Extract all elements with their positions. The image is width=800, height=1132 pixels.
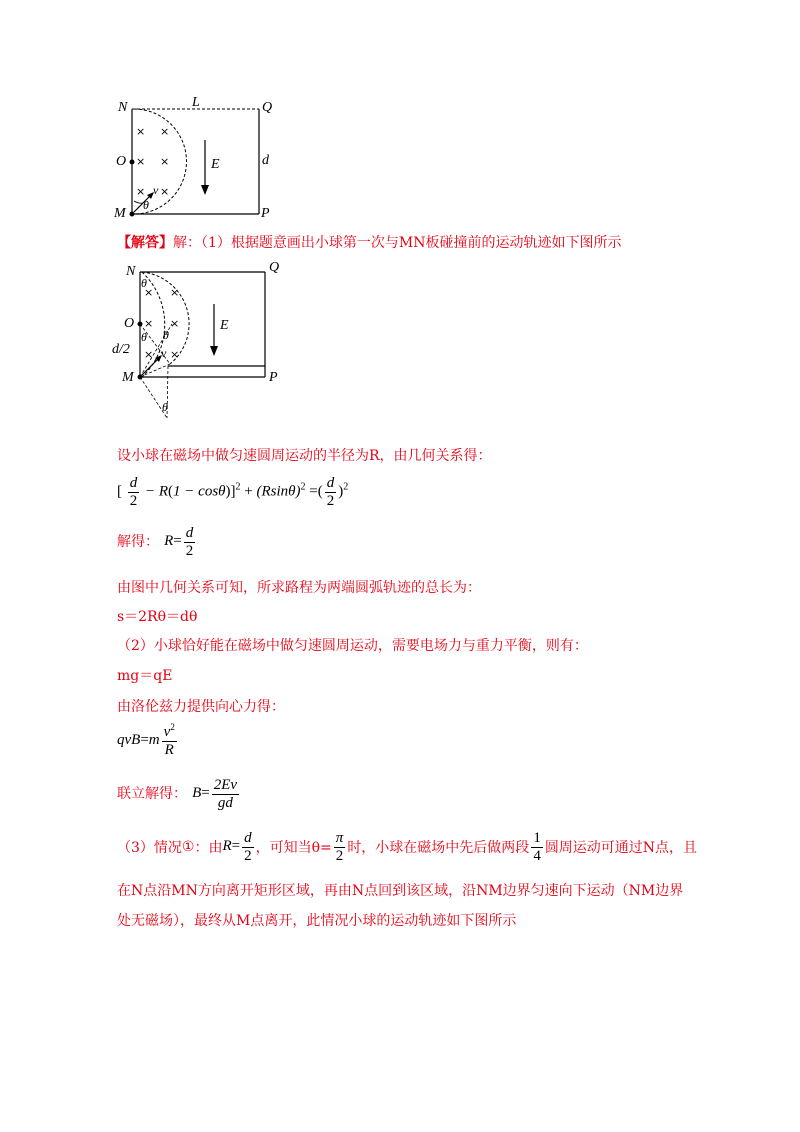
magnetic-field-cross: × xyxy=(160,155,170,168)
paragraph-path-length: 由图中几何关系可知，所求路程为两端圆弧轨迹的总长为： xyxy=(117,580,481,596)
fig1-label-d: d xyxy=(262,153,269,168)
eq1-one-minus-cos: 1 − cosθ xyxy=(173,483,226,500)
fig2-label-m: M xyxy=(122,370,134,385)
fig1-label-e: E xyxy=(211,157,220,172)
fig2-label-d-half: d/2 xyxy=(112,342,130,357)
magnetic-field-cross: × xyxy=(136,155,146,168)
eq1-frac-d2: $\frac{d}{2}$ xyxy=(129,475,138,509)
eq2-r: R xyxy=(164,533,174,550)
fig1-label-p: P xyxy=(261,206,270,221)
paragraph-lorentz: 由洛伦兹力提供向心力得： xyxy=(117,699,285,715)
magnetic-field-cross: × xyxy=(170,286,180,299)
p9-frac-d2: $\frac{d}{2}$ xyxy=(244,830,252,864)
magnetic-field-cross: × xyxy=(144,286,154,299)
fig1-label-theta: θ xyxy=(143,198,149,212)
p9-frac-pi2: $\frac{\pi}{2}$ xyxy=(335,830,344,864)
figure-2-svg xyxy=(110,260,290,420)
magnetic-field-cross: × xyxy=(144,348,154,361)
eq4-frac: $\frac{2Ev}{gd}$ xyxy=(213,777,238,811)
magnetic-field-cross: × xyxy=(170,317,180,330)
figure-1 xyxy=(110,95,290,225)
fig2-label-o: O xyxy=(124,316,135,331)
paragraph-part3-line3: 处无磁场），最终从M点离开，此情况小球的运动轨迹如下图所示 xyxy=(117,913,517,929)
eq1-minus-r: − R xyxy=(145,483,169,500)
paragraph-part3-line2: 在N点沿MN方向离开矩形区域，再由N点回到该区域，沿NM边界匀速向下运动（NM边界 xyxy=(117,883,684,899)
answer-intro: 解：（1）根据题意画出小球第一次与MN板碰撞前的运动轨迹如下图所示 xyxy=(173,235,622,251)
magnetic-field-cross: × xyxy=(136,125,146,138)
fig1-label-v: v xyxy=(153,183,159,197)
p9-frac-quarter: $\frac{1}{4}$ xyxy=(533,830,541,864)
answer-line xyxy=(117,233,622,253)
figure-2 xyxy=(110,260,290,420)
magnetic-field-cross: × xyxy=(136,185,146,198)
equation-b-field: 联立解得： B= $\frac{2Ev}{gd}$ xyxy=(117,777,238,811)
combined-solve-label: 联立解得： xyxy=(117,786,187,802)
magnetic-field-cross: × xyxy=(160,185,170,198)
fig2-label-n: N xyxy=(126,264,136,279)
equation-radius: 解得： R= $\frac{d}{2}$ xyxy=(117,525,194,559)
paragraph-part3-line1: （3）情况①：由R= $\frac{d}{2}$ ，可知当θ= $\frac{\pi}{2}$ 时，小球在磁场中先后做两段 $\frac{1}{4}$ 圆周运动可通过N点，且 xyxy=(117,830,698,864)
paragraph-part2: （2）小球恰好能在磁场中做匀速圆周运动，需要电场力与重力平衡，则有： xyxy=(117,638,588,654)
fig1-label-q: Q xyxy=(262,100,273,115)
equation-lorentz: qvB=m $\frac{v^2}{R}$ xyxy=(117,722,175,758)
fig2-label-p: P xyxy=(269,370,278,385)
fig1-label-o: O xyxy=(116,154,127,169)
eq2-frac: $\frac{d}{2}$ xyxy=(185,525,194,559)
fig2-label-theta: θ xyxy=(162,400,168,414)
eq4-b: B xyxy=(192,785,202,802)
paragraph-s-result: s＝2Rθ＝dθ xyxy=(117,609,198,625)
eq3-frac: $\frac{v^2}{R}$ xyxy=(163,722,175,758)
fig1-label-m: M xyxy=(114,206,126,221)
fig2-label-e: E xyxy=(220,318,229,333)
fig2-label-theta: θ xyxy=(141,276,147,290)
fig2-label-v: v xyxy=(161,346,167,360)
fig1-label-n: N xyxy=(118,100,128,115)
circled-one: ① xyxy=(181,839,195,855)
answer-heading: 【解答】 xyxy=(117,235,173,251)
fig2-label-theta: θ xyxy=(141,330,147,344)
fig2-label-theta: θ xyxy=(163,328,169,342)
eq1-r-sin: (Rsinθ) xyxy=(256,483,301,500)
paragraph-radius-setup: 设小球在磁场中做匀速圆周运动的半径为R，由几何关系得： xyxy=(117,448,492,464)
magnetic-field-cross: × xyxy=(160,125,170,138)
eq1-frac-d2-rhs: $\frac{d}{2}$ xyxy=(326,475,335,509)
eq1-lbracket: [ xyxy=(117,483,122,500)
magnetic-field-cross: × xyxy=(144,317,154,330)
magnetic-field-cross: × xyxy=(170,348,180,361)
fig1-label-l: L xyxy=(192,95,200,110)
paragraph-mg-qe: mg＝qE xyxy=(117,668,173,684)
solve-label: 解得： xyxy=(117,534,159,550)
equation-geometry: [ $\frac{d}{2}$ − $R(1 - \cos\theta)]^2 + (Rsin\theta)^2$ =( $\frac{d}{2}$ )$^2$ xyxy=(117,475,349,509)
fig2-label-q: Q xyxy=(269,260,280,275)
eq3-lhs: qvB xyxy=(117,732,141,748)
